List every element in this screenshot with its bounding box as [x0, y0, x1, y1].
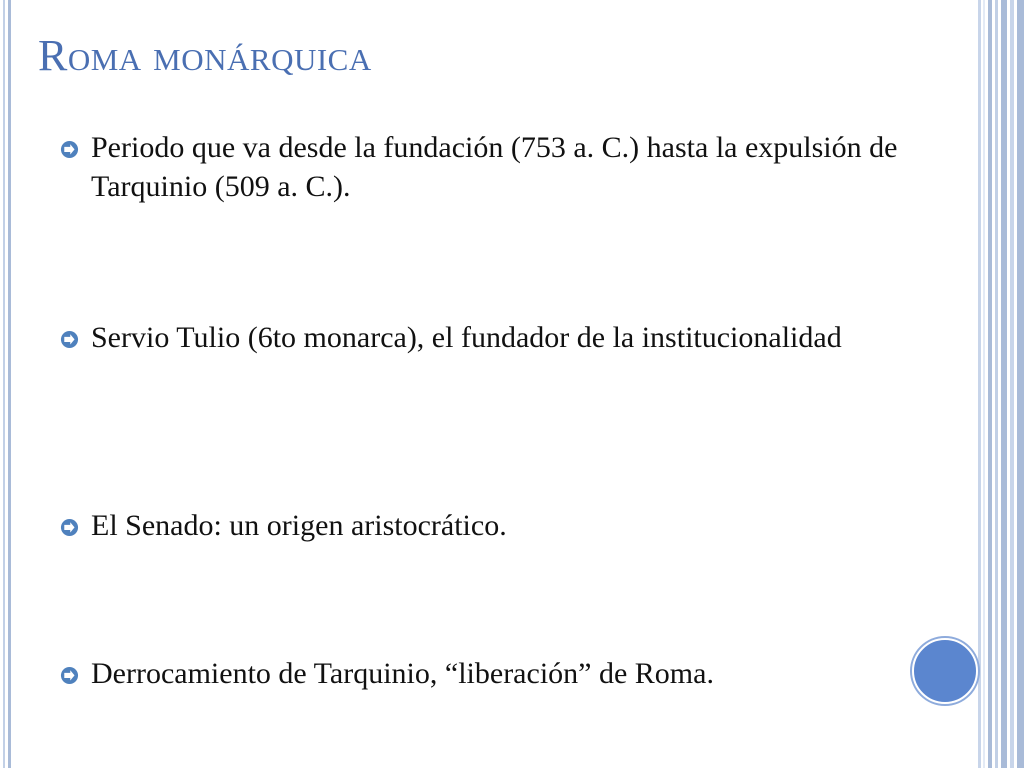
- bullet-text: El Senado: un origen aristocrático.: [91, 509, 507, 542]
- bullet-item: [60, 654, 940, 693]
- bullet-item: [60, 506, 940, 545]
- bullet-item: [60, 128, 940, 206]
- bullet-text: Periodo que va desde la fundación (753 a. C.) hasta la expulsión de Tarquinio (509 a. C.).: [91, 131, 898, 203]
- right-frame-stripes: [978, 0, 1024, 768]
- decorative-circle: [912, 638, 978, 704]
- bullet-text: Derrocamiento de Tarquinio, “liberación” de Roma.: [91, 657, 714, 690]
- slide-title: Roma monárquica: [38, 31, 372, 80]
- circle-arrow-bullet-icon: [60, 140, 79, 159]
- circle-arrow-bullet-icon: [60, 330, 79, 349]
- left-frame-lines: [0, 0, 14, 768]
- circle-arrow-bullet-icon: [60, 666, 79, 685]
- circle-arrow-bullet-icon: [60, 518, 79, 537]
- bullet-text: Servio Tulio (6to monarca), el fundador de la institucionalidad: [91, 321, 842, 354]
- bullet-item: [60, 318, 940, 357]
